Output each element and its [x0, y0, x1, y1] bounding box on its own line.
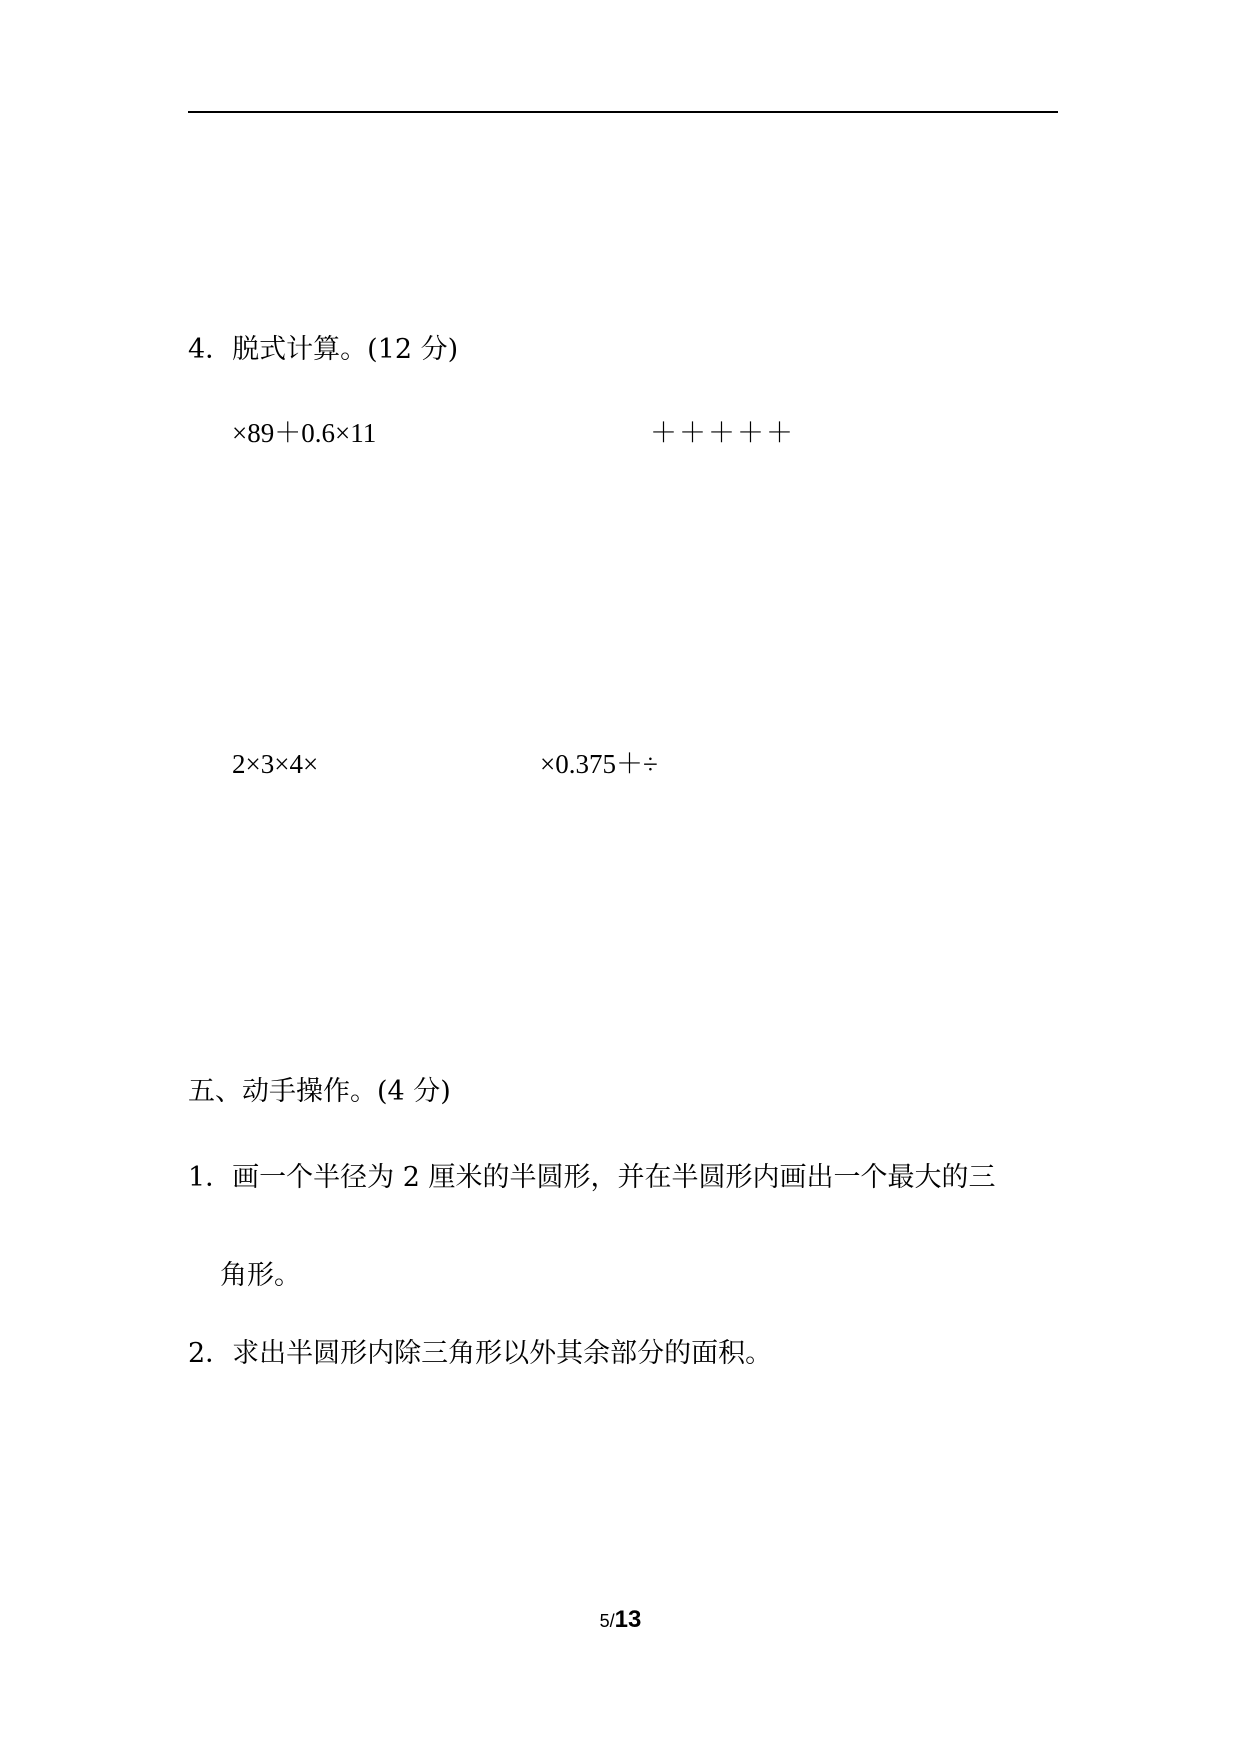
- expression-3: 2×3×4×: [232, 749, 319, 779]
- expression-4: ×0.375＋÷: [540, 749, 658, 779]
- section5-heading: 五、动手操作。(4 分): [188, 1076, 451, 1107]
- task-2: 2．求出半圆形内除三角形以外其余部分的面积。: [188, 1338, 773, 1369]
- section4-heading: 4．脱式计算。(12 分): [188, 334, 459, 365]
- page-number-current: 5/: [599, 1611, 615, 1631]
- task-1-line-1: 1．画一个半径为 2 厘米的半圆形，并在半圆形内画出一个最大的三: [188, 1162, 996, 1193]
- page-number-total: 13: [614, 1606, 642, 1633]
- page-number: [0, 1606, 1241, 1634]
- header-rule: [188, 111, 1058, 113]
- expression-1: ×89＋0.6×11: [232, 418, 377, 448]
- task-1-line-2: 角形。: [220, 1260, 301, 1291]
- expression-2: ＋＋＋＋＋: [650, 418, 795, 448]
